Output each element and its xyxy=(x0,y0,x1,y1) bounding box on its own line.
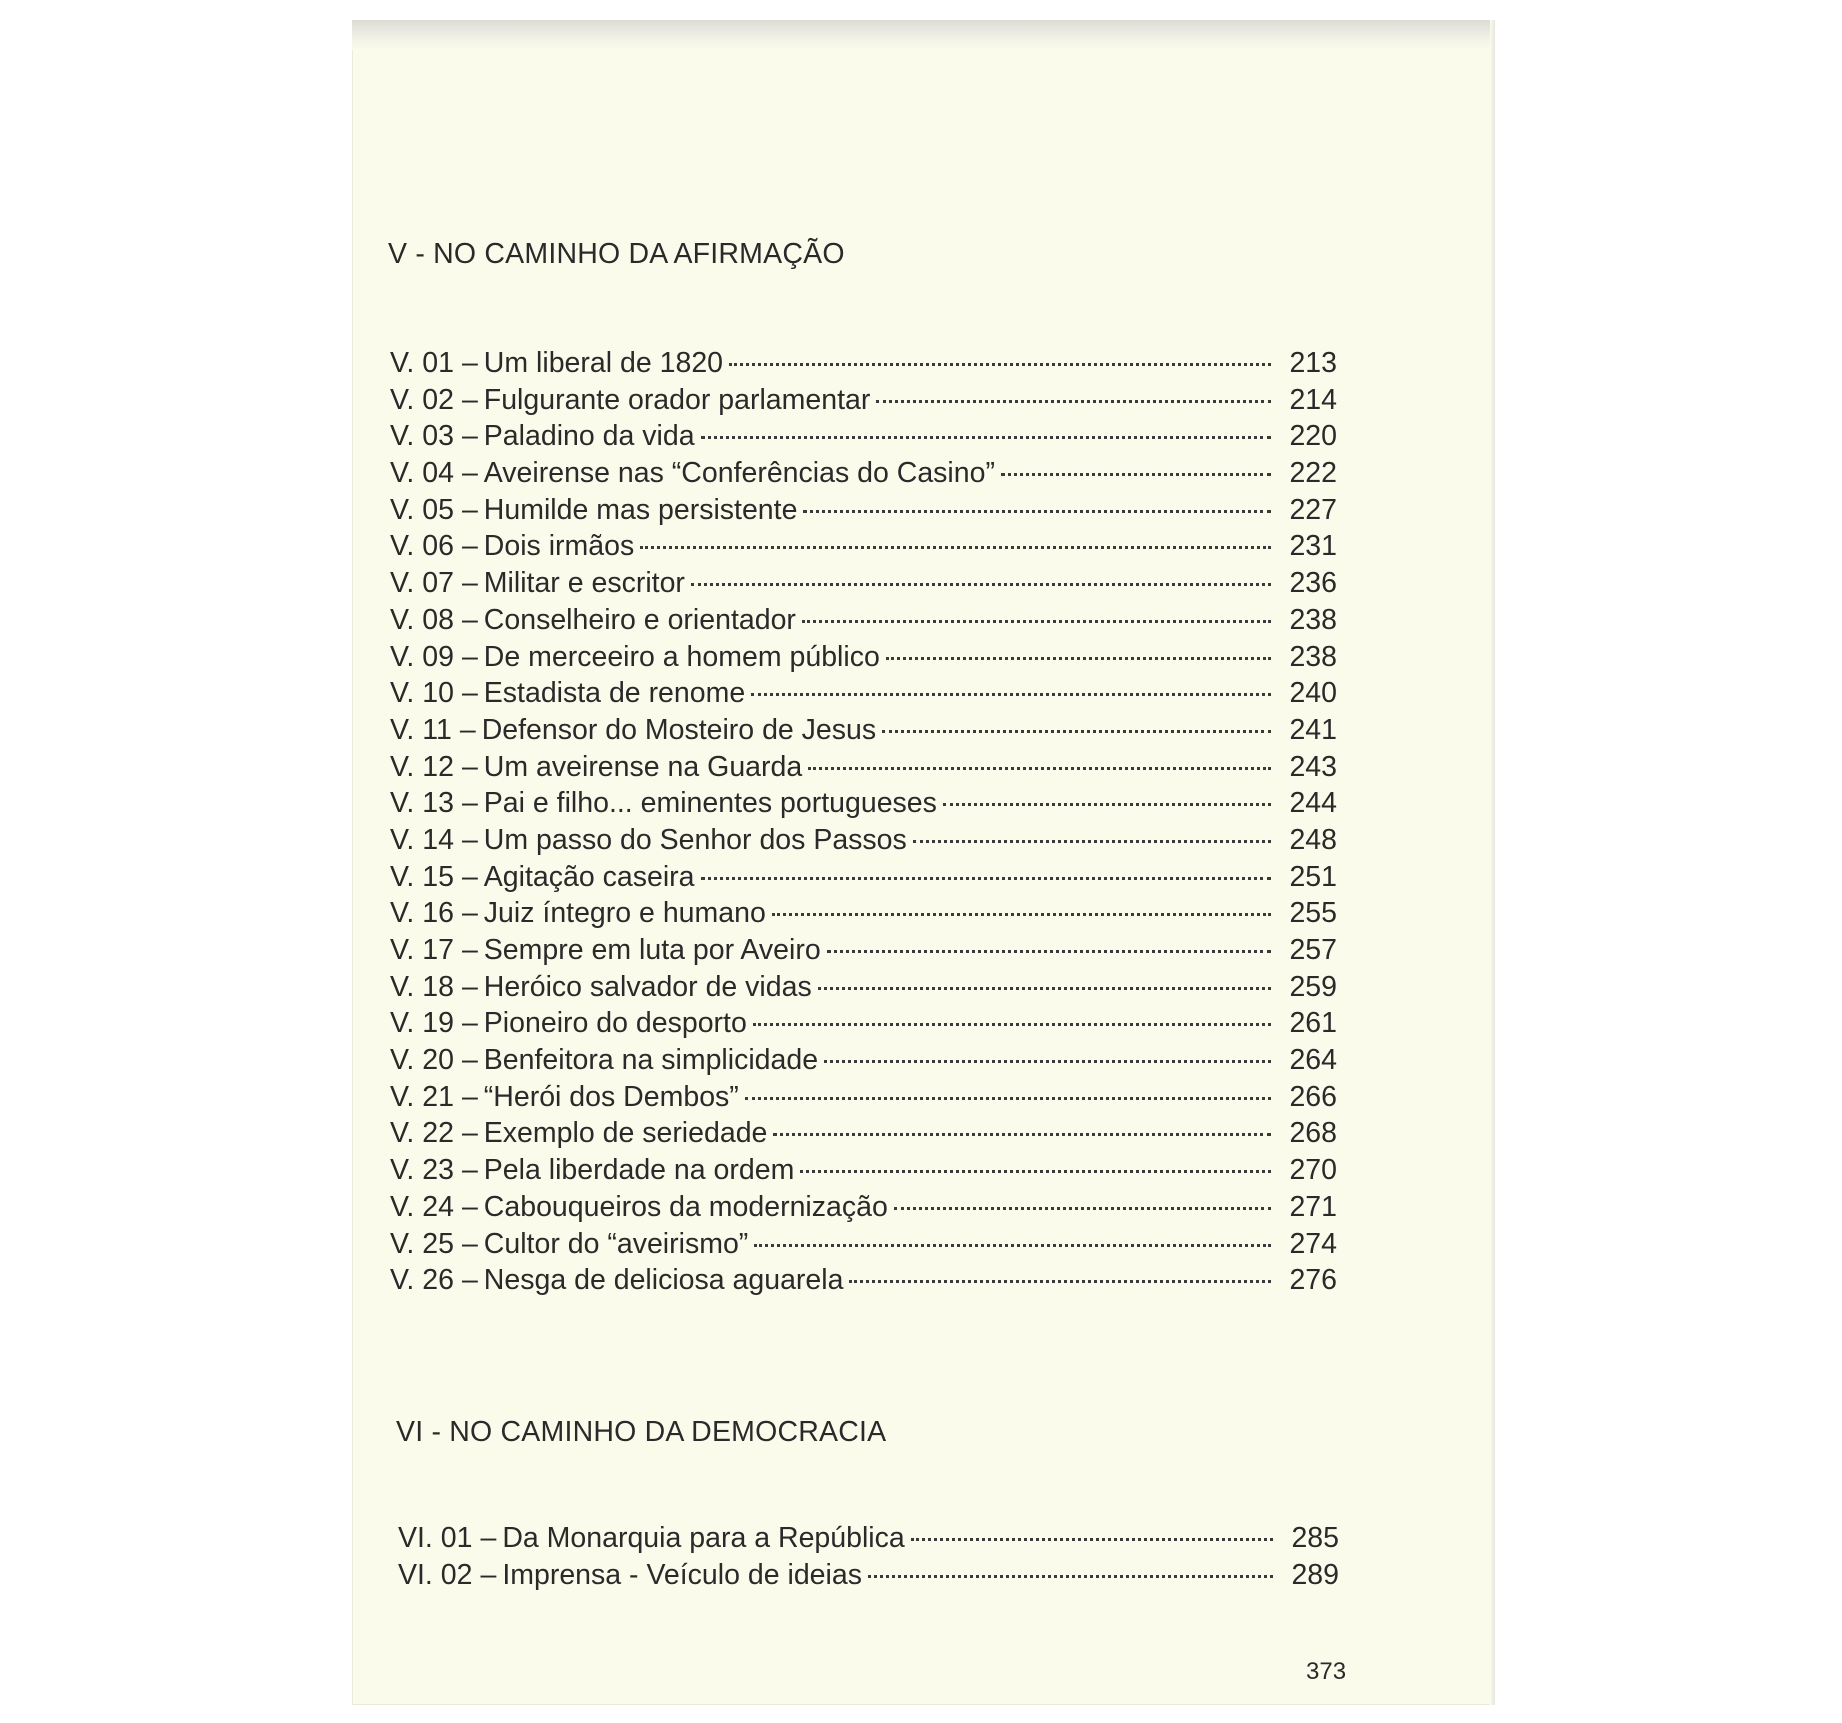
toc-entry xyxy=(390,714,1337,751)
toc-entry xyxy=(390,347,1337,384)
toc-entry-page: 238 xyxy=(1289,640,1337,673)
dot-leader xyxy=(691,581,1271,587)
toc-entry-dash: – xyxy=(461,347,478,379)
toc-entry xyxy=(390,604,1337,641)
toc-entry-page: 244 xyxy=(1289,787,1337,820)
toc-entry-page: 220 xyxy=(1289,420,1337,453)
toc-entry-title: Um liberal de 1820 xyxy=(483,347,724,379)
toc-entry-dash: – xyxy=(480,1558,497,1591)
toc-entry-number: V. 15 xyxy=(390,860,454,893)
toc-entry-dash: – xyxy=(461,1080,478,1113)
toc-entry-title: Fulgurante orador parlamentar xyxy=(483,383,871,416)
toc-entry-dash: – xyxy=(461,823,478,856)
toc-entry-number: V. 14 xyxy=(390,823,454,856)
toc-entry-page: 241 xyxy=(1289,713,1337,746)
toc-entry-dash: – xyxy=(461,1007,478,1040)
dot-leader xyxy=(894,1204,1271,1210)
toc-entry-number: V. 08 xyxy=(390,603,454,636)
toc-entry-number: V. 25 xyxy=(390,1227,454,1260)
toc-entry-page: 285 xyxy=(1291,1522,1339,1554)
toc-entry-number: V. 20 xyxy=(390,1044,454,1077)
toc-entry-page: 231 xyxy=(1289,530,1337,563)
toc-entry-number: V. 12 xyxy=(390,750,454,783)
dot-leader xyxy=(886,654,1271,660)
toc-entry xyxy=(390,567,1337,604)
toc-entry-dash: – xyxy=(461,383,478,416)
toc-entry-page: 271 xyxy=(1289,1190,1337,1223)
toc-entry-number: V. 19 xyxy=(390,1007,454,1040)
toc-entry-number: V. 26 xyxy=(390,1264,454,1297)
toc-entry-number: V. 10 xyxy=(390,677,454,710)
toc-entry-dash: – xyxy=(461,567,478,600)
toc-entry-page: 213 xyxy=(1289,347,1337,379)
dot-leader xyxy=(754,1241,1271,1247)
toc-entry-title: Juiz íntegro e humano xyxy=(483,897,766,930)
toc-entry xyxy=(390,1264,1337,1301)
dot-leader xyxy=(943,801,1271,807)
dot-leader xyxy=(882,727,1271,733)
toc-entry-page: 238 xyxy=(1289,603,1337,636)
toc-entry-dash: – xyxy=(461,934,478,966)
toc-entry-title: Nesga de deliciosa aguarela xyxy=(483,1264,844,1297)
dot-leader xyxy=(773,1131,1271,1137)
toc-entry-title: De merceeiro a homem público xyxy=(483,640,880,673)
dot-leader xyxy=(808,764,1271,770)
toc-entry xyxy=(390,861,1337,898)
dot-leader xyxy=(701,874,1272,880)
toc-entry-dash: – xyxy=(461,750,478,783)
toc-entry-title: Cabouqueiros da modernização xyxy=(483,1190,888,1223)
toc-entry-page: 248 xyxy=(1289,823,1337,856)
dot-leader xyxy=(701,434,1271,440)
toc-entry-number: V. 21 xyxy=(390,1080,454,1113)
toc-entry-dash: – xyxy=(461,457,478,490)
toc-entry xyxy=(390,1007,1337,1044)
toc-entry xyxy=(390,934,1337,971)
toc-entry-page: 257 xyxy=(1289,934,1337,966)
toc-entry xyxy=(390,1191,1337,1228)
toc-entry-title: Exemplo de seriedade xyxy=(483,1117,768,1150)
toc-entry-title: Um aveirense na Guarda xyxy=(483,750,803,783)
dot-leader xyxy=(751,691,1271,697)
toc-entry-number: V. 01 xyxy=(390,347,454,379)
toc-entry-dash: – xyxy=(461,493,478,526)
toc-entry xyxy=(390,1154,1337,1191)
toc-entry-number: V. 07 xyxy=(390,567,454,600)
section-heading-v: V - NO CAMINHO DA AFIRMAÇÃO xyxy=(388,238,845,270)
toc-entry-dash: – xyxy=(461,787,478,820)
toc-entry xyxy=(390,751,1337,788)
page-top-edge xyxy=(352,20,1495,50)
toc-entry-title: Da Monarquia para a República xyxy=(502,1522,905,1554)
toc-entry-title: Aveirense nas “Conferências do Casino” xyxy=(483,457,995,490)
dot-leader xyxy=(802,617,1271,623)
toc-entry-dash: – xyxy=(461,1154,478,1187)
toc-entry-title: Paladino da vida xyxy=(483,420,695,453)
toc-entry xyxy=(390,494,1337,531)
toc-entry xyxy=(390,1044,1337,1081)
toc-list-v xyxy=(390,347,1337,1301)
toc-entry-title: Heróico salvador de vidas xyxy=(483,970,812,1003)
toc-entry-number: V. 18 xyxy=(390,970,454,1003)
page-number: 373 xyxy=(1306,1658,1347,1685)
page-right-edge xyxy=(1490,20,1495,1705)
toc-entry-title: Humilde mas persistente xyxy=(483,493,798,526)
toc-entry-dash: – xyxy=(461,897,478,930)
toc-entry xyxy=(390,384,1337,421)
toc-entry-number: V. 16 xyxy=(390,897,454,930)
toc-entry xyxy=(390,1117,1337,1154)
toc-entry-dash: – xyxy=(461,530,478,563)
toc-entry-title: Defensor do Mosteiro de Jesus xyxy=(481,713,877,746)
toc-entry-number: V. 22 xyxy=(390,1117,454,1150)
toc-list-vi xyxy=(398,1522,1339,1595)
toc-entry-page: 243 xyxy=(1289,750,1337,783)
toc-entry-dash: – xyxy=(461,1227,478,1260)
toc-entry-page: 255 xyxy=(1289,897,1337,930)
toc-entry-title: “Herói dos Dembos” xyxy=(483,1080,739,1113)
dot-leader xyxy=(913,837,1271,843)
toc-entry xyxy=(398,1559,1339,1596)
toc-entry-number: V. 24 xyxy=(390,1190,454,1223)
toc-entry-title: Dois irmãos xyxy=(483,530,635,563)
toc-entry-number: V. 03 xyxy=(390,420,454,453)
dot-leader xyxy=(849,1278,1271,1284)
toc-entry xyxy=(390,530,1337,567)
toc-entry-dash: – xyxy=(461,1044,478,1077)
toc-entry-number: V. 13 xyxy=(390,787,454,820)
toc-entry-dash: – xyxy=(461,1117,478,1150)
toc-entry-page: 270 xyxy=(1289,1154,1337,1187)
toc-entry-title: Pioneiro do desporto xyxy=(483,1007,747,1040)
dot-leader xyxy=(753,1021,1271,1027)
toc-entry xyxy=(390,641,1337,678)
toc-entry-dash: – xyxy=(461,677,478,710)
dot-leader xyxy=(827,948,1271,954)
toc-entry xyxy=(390,1081,1337,1118)
dot-leader xyxy=(876,397,1271,403)
toc-entry-page: 266 xyxy=(1289,1080,1337,1113)
toc-entry-page: 268 xyxy=(1289,1117,1337,1150)
toc-entry-dash: – xyxy=(480,1522,497,1554)
toc-entry-number: V. 06 xyxy=(390,530,454,563)
toc-entry xyxy=(390,787,1337,824)
dot-leader xyxy=(745,1094,1271,1100)
toc-entry-page: 222 xyxy=(1289,457,1337,490)
toc-entry-page: 261 xyxy=(1289,1007,1337,1040)
toc-entry-dash: – xyxy=(461,970,478,1003)
toc-entry-number: V. 04 xyxy=(390,457,454,490)
dot-leader xyxy=(803,507,1271,513)
toc-entry-dash: – xyxy=(461,1190,478,1223)
dot-leader xyxy=(640,544,1271,550)
toc-entry-page: 214 xyxy=(1289,383,1337,416)
toc-entry-number: V. 05 xyxy=(390,493,454,526)
section-heading-vi: VI - NO CAMINHO DA DEMOCRACIA xyxy=(396,1416,887,1448)
toc-entry-page: 274 xyxy=(1289,1227,1337,1260)
dot-leader xyxy=(818,984,1271,990)
toc-entry-number: VI. 02 xyxy=(398,1558,473,1591)
dot-leader xyxy=(729,361,1271,367)
toc-entry-title: Sempre em luta por Aveiro xyxy=(483,934,821,966)
toc-entry-title: Pai e filho... eminentes portugueses xyxy=(483,787,937,820)
toc-entry-number: V. 23 xyxy=(390,1154,454,1187)
toc-entry-dash: – xyxy=(459,713,476,746)
toc-entry-page: 264 xyxy=(1289,1044,1337,1077)
dot-leader xyxy=(868,1572,1273,1578)
toc-entry xyxy=(390,824,1337,861)
toc-entry xyxy=(390,457,1337,494)
toc-entry xyxy=(390,971,1337,1008)
toc-entry-page: 289 xyxy=(1291,1558,1339,1591)
toc-entry xyxy=(398,1522,1339,1559)
toc-entry-number: V. 09 xyxy=(390,640,454,673)
toc-entry-number: VI. 01 xyxy=(398,1522,473,1554)
toc-entry xyxy=(390,897,1337,934)
dot-leader xyxy=(911,1536,1273,1542)
toc-entry-number: V. 02 xyxy=(390,383,454,416)
dot-leader xyxy=(772,911,1271,917)
toc-entry-number: V. 11 xyxy=(390,713,452,746)
dot-leader xyxy=(824,1058,1271,1064)
toc-entry-title: Conselheiro e orientador xyxy=(483,603,796,636)
toc-entry-dash: – xyxy=(461,1264,478,1297)
toc-entry-page: 251 xyxy=(1289,860,1337,893)
toc-entry-title: Benfeitora na simplicidade xyxy=(483,1044,819,1077)
toc-entry-number: V. 17 xyxy=(390,934,454,966)
toc-entry-page: 227 xyxy=(1289,493,1337,526)
toc-entry xyxy=(390,420,1337,457)
toc-entry xyxy=(390,1228,1337,1265)
dot-leader xyxy=(800,1168,1271,1174)
toc-entry-page: 276 xyxy=(1289,1264,1337,1297)
toc-entry-title: Um passo do Senhor dos Passos xyxy=(483,823,907,856)
toc-entry-dash: – xyxy=(461,420,478,453)
toc-entry-page: 259 xyxy=(1289,970,1337,1003)
toc-entry-dash: – xyxy=(461,603,478,636)
toc-entry-title: Imprensa - Veículo de ideias xyxy=(502,1558,862,1591)
toc-entry-title: Agitação caseira xyxy=(483,860,695,893)
toc-entry-page: 240 xyxy=(1289,677,1337,710)
toc-entry-title: Cultor do “aveirismo” xyxy=(483,1227,749,1260)
toc-entry-dash: – xyxy=(461,860,478,893)
toc-entry-dash: – xyxy=(461,640,478,673)
toc-entry xyxy=(390,677,1337,714)
toc-entry-title: Pela liberdade na ordem xyxy=(483,1154,795,1187)
toc-entry-title: Militar e escritor xyxy=(483,567,685,600)
toc-entry-page: 236 xyxy=(1289,567,1337,600)
dot-leader xyxy=(1001,471,1271,477)
toc-entry-title: Estadista de renome xyxy=(483,677,746,710)
